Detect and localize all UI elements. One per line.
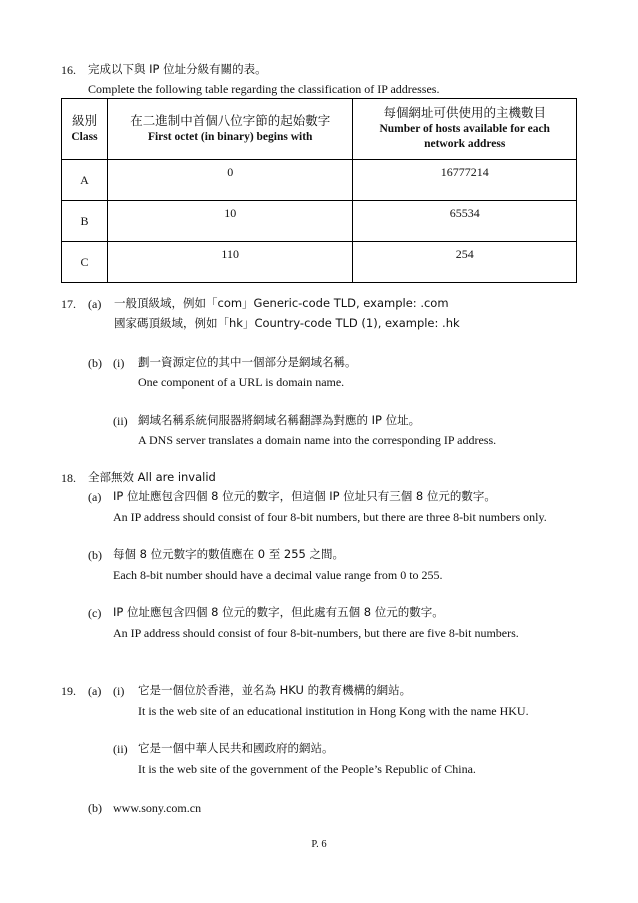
q17b-ii-zh: 網域名稱系統伺服器將網域名稱翻譯為對應的 IP 位址。 bbox=[138, 413, 421, 427]
cell-octet: 10 bbox=[107, 201, 352, 242]
q16-instruction-zh: 完成以下與 IP 位址分級有關的表。 bbox=[88, 62, 267, 76]
q17b-label: (b) bbox=[88, 356, 102, 370]
q19b-label: (b) bbox=[88, 801, 102, 815]
table-header-row bbox=[62, 99, 577, 160]
q18a-label: (a) bbox=[88, 490, 102, 504]
cell-octet: 110 bbox=[107, 242, 352, 283]
ip-class-table bbox=[61, 98, 577, 283]
header-class-en: Class bbox=[71, 130, 98, 143]
q18b-en: Each 8-bit number should have a decimal value range from 0 to 255. bbox=[113, 568, 443, 582]
q19a-ii-en: It is the web site of the government of the People’s Republic of China. bbox=[138, 762, 476, 776]
header-class bbox=[62, 99, 108, 160]
q17a-line1: 一般頂級域，例如「com」Generic-code TLD, example: .com bbox=[114, 296, 449, 310]
q19a-i-label: (i) bbox=[113, 684, 125, 698]
header-hosts-en-line2: network address bbox=[424, 138, 506, 151]
q18b-zh: 每個 8 位元數字的數值應在 0 至 255 之間。 bbox=[113, 547, 345, 561]
q17b-ii-label: (ii) bbox=[113, 414, 128, 428]
q18c-zh: IP 位址應包含四個 8 位元的數字，但此處有五個 8 位元的數字。 bbox=[113, 605, 444, 619]
q18a-zh: IP 位址應包含四個 8 位元的數字，但這個 IP 位址只有三個 8 位元的數字。 bbox=[113, 489, 496, 503]
q19a-i-en: It is the web site of an educational institution in Hong Kong with the name HKU. bbox=[138, 704, 529, 718]
header-hosts bbox=[353, 99, 577, 160]
q17a-label: (a) bbox=[88, 297, 102, 311]
q18a-en: An IP address should consist of four 8-bit numbers, but there are three 8-bit numbers only. bbox=[113, 510, 547, 524]
q19b-text: www.sony.com.cn bbox=[113, 801, 202, 815]
q17b-ii-en: A DNS server translates a domain name into the corresponding IP address. bbox=[138, 433, 497, 447]
q18c-label: (c) bbox=[88, 606, 102, 620]
q19a-ii-label: (ii) bbox=[113, 742, 128, 756]
q16-number: 16. bbox=[61, 63, 76, 77]
q17b-i-label: (i) bbox=[113, 356, 125, 370]
header-first-octet-zh: 在二進制中首個八位字節的起始數字 bbox=[130, 112, 331, 128]
cell-class: B bbox=[62, 201, 108, 242]
q17b-i-zh: 劃一資源定位的其中一個部分是網域名稱。 bbox=[138, 355, 357, 369]
header-first-octet bbox=[107, 99, 352, 160]
table-row bbox=[62, 201, 577, 242]
cell-class: C bbox=[62, 242, 108, 283]
page-number: P. 6 bbox=[311, 839, 327, 850]
q17b-i-en: One component of a URL is domain name. bbox=[138, 375, 345, 389]
q18b-label: (b) bbox=[88, 548, 102, 562]
table-row bbox=[62, 242, 577, 283]
q19a-i-zh: 它是一個位於香港，並名為 HKU 的教育機構的網站。 bbox=[138, 683, 412, 697]
q18-intro: 全部無效 All are invalid bbox=[88, 470, 216, 484]
q16-instruction-en: Complete the following table regarding the classification of IP addresses. bbox=[88, 82, 440, 96]
q17-number: 17. bbox=[61, 297, 76, 311]
header-class-zh: 級別 bbox=[71, 112, 97, 128]
cell-class: A bbox=[62, 160, 108, 201]
header-first-octet-en: First octet (in binary) begins with bbox=[147, 130, 313, 143]
cell-hosts: 65534 bbox=[353, 201, 577, 242]
cell-octet: 0 bbox=[107, 160, 352, 201]
q19-number: 19. bbox=[61, 684, 76, 698]
q19a-ii-zh: 它是一個中華人民共和國政府的網站。 bbox=[138, 741, 334, 755]
q18c-en: An IP address should consist of four 8-bit-numbers, but there are five 8-bit numbers. bbox=[113, 626, 519, 640]
table-row bbox=[62, 160, 577, 201]
q19a-label: (a) bbox=[88, 684, 102, 698]
q18-number: 18. bbox=[61, 471, 76, 485]
cell-hosts: 254 bbox=[353, 242, 577, 283]
header-hosts-en: Number of hosts available for each bbox=[379, 122, 550, 135]
header-hosts-zh: 每個網址可供使用的主機數目 bbox=[383, 105, 546, 121]
cell-hosts: 16777214 bbox=[353, 160, 577, 201]
q17a-line2: 國家碼頂級域，例如「hk」Country-code TLD (1), example: .hk bbox=[114, 316, 460, 330]
